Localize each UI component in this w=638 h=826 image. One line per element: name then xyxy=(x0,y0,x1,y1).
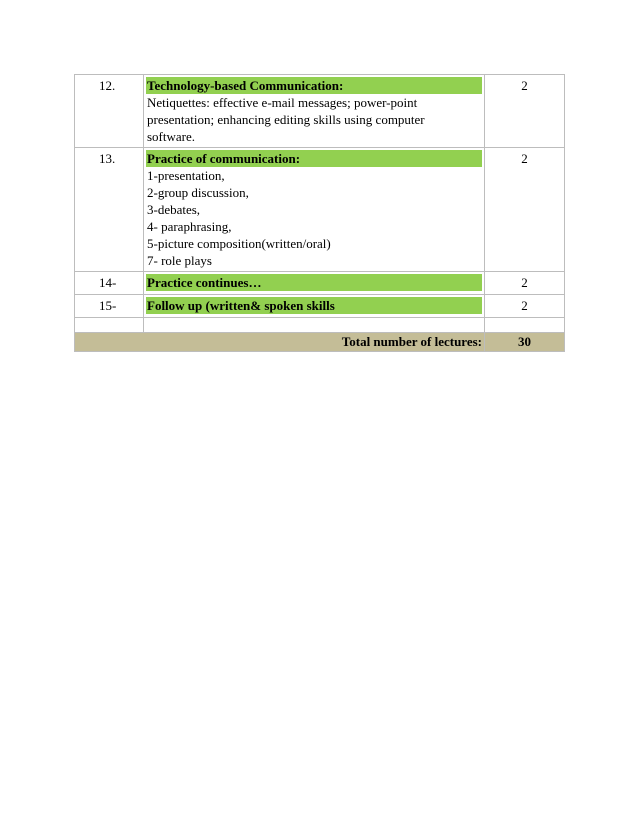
topic-line: 3-debates, xyxy=(147,202,201,217)
topic-cell xyxy=(144,295,485,318)
table-row xyxy=(75,295,565,318)
table-row xyxy=(75,272,565,295)
row-number: 14- xyxy=(75,272,144,295)
topic-line: 7- role plays xyxy=(147,253,212,268)
topic-line: 2-group discussion, xyxy=(147,185,249,200)
total-label: Total number of lectures: xyxy=(75,333,485,352)
topic-cell xyxy=(144,272,485,295)
topic-heading: Practice continues… xyxy=(146,274,482,291)
lecture-plan-table xyxy=(74,74,565,352)
topic-line: 1-presentation, xyxy=(147,168,225,183)
topic-line: 5-picture composition(written/oral) xyxy=(147,236,331,251)
blank-cell xyxy=(75,318,144,333)
topic-line: software. xyxy=(147,129,196,144)
blank-cell xyxy=(144,318,485,333)
lecture-count: 2 xyxy=(485,295,565,318)
topic-line: Netiquettes: effective e-mail messages; power-point xyxy=(147,95,418,110)
row-number: 13. xyxy=(75,148,144,272)
table-row xyxy=(75,148,565,272)
blank-cell xyxy=(485,318,565,333)
topic-heading: Technology-based Communication: xyxy=(146,77,482,94)
lecture-count: 2 xyxy=(485,75,565,148)
total-row xyxy=(75,333,565,352)
blank-row xyxy=(75,318,565,333)
topic-line: 4- paraphrasing, xyxy=(147,219,232,234)
topic-cell xyxy=(144,148,485,272)
topic-heading: Follow up (written& spoken skills xyxy=(146,297,482,314)
topic-line: presentation; enhancing editing skills using computer xyxy=(147,112,425,127)
lecture-count: 2 xyxy=(485,272,565,295)
table-row xyxy=(75,75,565,148)
topic-cell xyxy=(144,75,485,148)
topic-heading: Practice of communication: xyxy=(146,150,482,167)
row-number: 15- xyxy=(75,295,144,318)
total-value: 30 xyxy=(485,333,565,352)
row-number: 12. xyxy=(75,75,144,148)
lecture-count: 2 xyxy=(485,148,565,272)
